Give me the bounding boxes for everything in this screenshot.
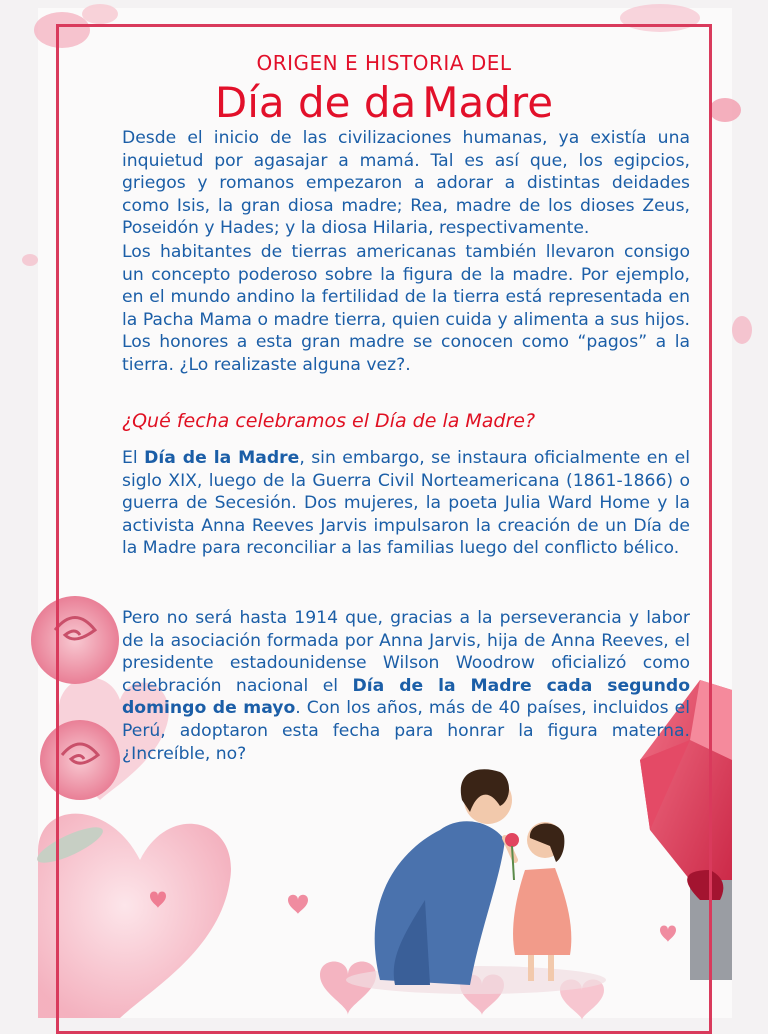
petal-left-edge [22,254,38,266]
paragraph-origins: Desde el inicio de las civilizaciones humanas, ya existía una inquietud por agasajar a mamá. Tal es así que, los egipcios, griegos y romanos empezaron a adorar a distintas deidades como Isis, la gran diosa madre; Rea, madre de los dioses Zeus, Poseidón y Hades; y la diosa Hilaria, respectivamente. [122,128,690,239]
page-title-part1: Día de da [214,78,417,127]
paragraph-history-bold: Día de la Madre [144,448,300,468]
paragraph-official-bold: Día de la Madre cada segundo domingo de mayo [122,675,690,719]
page-title-part2: Madre [422,78,554,127]
section-heading: ¿Qué fecha celebramos el Día de la Madre? [122,410,536,432]
paragraph-history-intro: El [122,448,145,468]
paragraph-andean: Los habitantes de tierras americanas también llevaron consigo un concepto poderoso sobre la figura de la madre. Por ejemplo, en el mundo andino la fertilidad de la tierra está representada en la Pacha Mama o madre tierra, quien cuida y alimenta a sus hijos. Los honores a esta gran madre se conocen como “pagos” a la tierra. ¿Lo realizaste alguna vez?. [122,242,690,375]
petal-right-edge-2 [732,316,752,344]
paragraph-official-date [122,607,690,765]
petal-top-left-2 [82,4,118,24]
paragraph-official-intro: Pero no será hasta 1914 que, gracias a la perseverancia y labor de la asociación formada por Anna Jarvis, hija de Anna Reeves, el presidente estadounidense Wilson Woodrow oficializó como celebración nacional el [122,608,690,696]
page-title [0,76,768,130]
paragraph-history [122,447,690,560]
paragraph-history-rest: , sin embargo, se instaura oficialmente en el siglo XIX, luego de la Guerra Civil Norteamericana (1861-1866) o guerra de Secesión. Dos mujeres, la poeta Julia Ward Home y la activista Anna Reeves Jarvis impulsaron la creación de un Día de la Madre para reconciliar a las familias luego del conflicto bélico. [122,448,691,559]
page-subtitle: ORIGEN E HISTORIA DEL [256,51,512,75]
paragraph-official-rest: . Con los años, más de 40 países, incluidos el Perú, adoptaron esta fecha para honrar la figura materna. ¿Increíble, no? [122,698,690,764]
